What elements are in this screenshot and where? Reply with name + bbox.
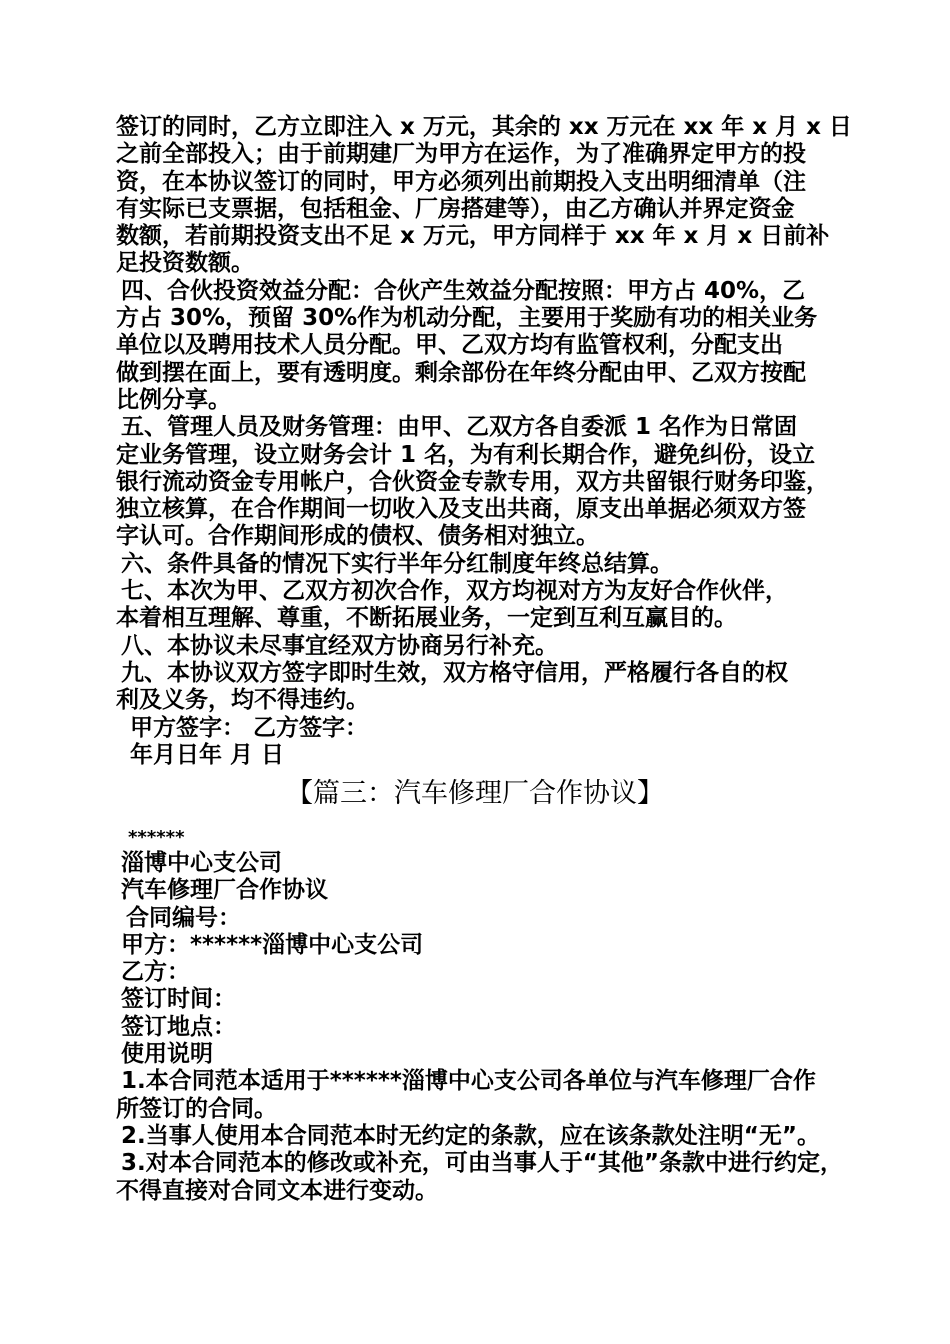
clause-8-line: 八、本协议未尽事宜经双方协商另行补充。 xyxy=(121,632,558,659)
body-line: 之前全部投入；由于前期建厂为甲方在运作，为了准确界定甲方的投 xyxy=(116,141,806,168)
contract-header xyxy=(116,826,846,1205)
signing-time-field: 签订时间： xyxy=(121,986,236,1013)
clause-9-line: 九、本协议双方签字即时生效，双方格守信用，严格履行各自的权 xyxy=(121,659,788,686)
usage-note-line: 所签订的合同。 xyxy=(116,1095,277,1122)
contract-number-field: 合同编号： xyxy=(126,904,241,931)
body-line: 签订的同时，乙方立即注入 x 万元，其余的 xx 万元在 xx 年 x 月 x 日 xyxy=(116,114,852,140)
usage-note-3: 3.对本合同范本的修改或补充，可由当事人于“其他”条款中进行约定， xyxy=(121,1150,843,1177)
signing-place-field: 签订地点： xyxy=(121,1013,236,1040)
body-line: 有实际已支票据，包括租金、厂房搭建等），由乙方确认并界定资金 xyxy=(116,195,795,222)
signature-line: 甲方签字： 乙方签字： xyxy=(130,714,369,741)
body-line: 字认可。合作期间形成的债权、债务相对独立。 xyxy=(116,523,599,550)
body-line: 方占 30%，预留 30%作为机动分配，主要用于奖励有功的相关业务 xyxy=(116,305,818,332)
body-line: 独立核算，在合作期间一切收入及支出共商，原支出单据必须双方签 xyxy=(116,496,806,523)
agreement-body xyxy=(116,114,852,769)
body-line: 足投资数额。 xyxy=(116,250,254,277)
body-line: 比例分享。 xyxy=(116,386,231,413)
usage-note-2: 2.当事人使用本合同范本时无约定的条款，应在该条款处注明“无”。 xyxy=(121,1122,820,1149)
body-line: 做到摆在面上，要有透明度。剩余部份在年终分配由甲、乙双方按配 xyxy=(116,359,806,386)
usage-note-line: 不得直接对合同文本进行变动。 xyxy=(116,1177,438,1204)
clause-4-line: 四、合伙投资效益分配：合伙产生效益分配按照：甲方占 40%，乙 xyxy=(121,277,806,304)
contract-name: 汽车修理厂合作协议 xyxy=(121,877,328,904)
usage-notes-heading: 使用说明 xyxy=(121,1041,213,1068)
clause-7-line: 七、本次为甲、乙双方初次合作，双方均视对方为友好合作伙伴， xyxy=(121,578,788,605)
clause-5-line: 五、管理人员及财务管理：由甲、乙双方各自委派 1 名作为日常固 xyxy=(121,414,798,441)
body-line: 单位以及聘用技术人员分配。甲、乙双方均有监管权利，分配支出 xyxy=(116,332,783,359)
body-line: 利及义务，均不得违约。 xyxy=(116,687,369,714)
party-a-field: 甲方：******淄博中心支公司 xyxy=(121,931,424,958)
party-b-field: 乙方： xyxy=(121,959,190,986)
body-line: 本着相互理解、尊重，不断拓展业务，一定到互利互赢目的。 xyxy=(116,605,737,632)
branch-name: 淄博中心支公司 xyxy=(121,850,282,876)
usage-note-1: 1.本合同范本适用于******淄博中心支公司各单位与汽车修理厂合作 xyxy=(121,1068,816,1095)
clause-6-line: 六、条件具备的情况下实行半年分红制度年终总结算。 xyxy=(121,550,673,577)
body-line: 数额，若前期投资支出不足 x 万元，甲方同样于 xx 年 x 月 x 日前补 xyxy=(116,223,830,250)
body-line: 定业务管理，设立财务会计 1 名，为有利长期合作，避免纠份，设立 xyxy=(116,441,816,468)
body-line: 资，在本协议签订的同时，甲方必须列出前期投入支出明细清单（注 xyxy=(116,168,806,195)
section-title: 【篇三：汽车修理厂合作协议】 xyxy=(286,778,664,809)
date-line: 年月日年 月 日 xyxy=(130,741,285,768)
body-line: 银行流动资金专用帐户，合伙资金专款专用，双方共留银行财务印鉴， xyxy=(116,468,829,495)
masked-company-name: ****** xyxy=(128,827,185,848)
